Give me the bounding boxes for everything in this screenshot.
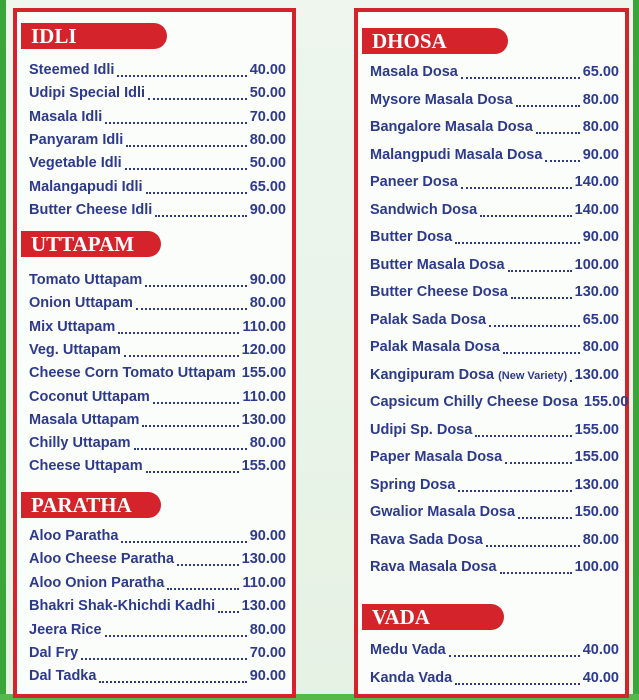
menu-item-name: Veg. Uttapam <box>29 341 121 358</box>
menu-item-price: 110.00 <box>242 318 286 335</box>
menu-item-price: 100.00 <box>574 256 619 273</box>
menu-item-price: 65.00 <box>582 311 619 328</box>
menu-item-name: Malangapudi Idli <box>29 178 143 195</box>
menu-item-name: Vegetable Idli <box>29 155 122 172</box>
menu-item <box>370 257 619 277</box>
menu-item-price: 140.00 <box>574 174 619 190</box>
menu-item-name: Sandwich Dosa <box>370 201 478 218</box>
menu-item <box>29 295 286 315</box>
menu-item-price: 110.00 <box>242 574 286 591</box>
dot-leader <box>570 380 571 382</box>
green-border-left <box>0 0 6 700</box>
dot-leader <box>461 77 580 79</box>
menu-item-price: 90.00 <box>582 229 619 245</box>
menu-item-name: Rava Sada Dosa <box>370 531 483 548</box>
menu-item-price: 40.00 <box>582 642 619 658</box>
menu-item <box>29 528 286 548</box>
dot-leader <box>518 517 572 519</box>
menu-item-name: Paper Masala Dosa <box>370 449 503 465</box>
menu-item <box>370 394 629 414</box>
menu-item-name: Steemed Idli <box>29 62 115 78</box>
dot-leader <box>155 215 246 217</box>
vada-heading: VADA <box>362 604 504 630</box>
menu-item-name: Chilly Uttapam <box>29 435 131 452</box>
menu-item-price: 90.00 <box>249 272 286 288</box>
menu-item-price: 80.00 <box>582 531 619 548</box>
menu-item-name: Mysore Masala Dosa <box>370 91 513 108</box>
menu-item-price: 110.00 <box>242 388 286 405</box>
menu-item-name: Palak Masala Dosa <box>370 339 500 355</box>
menu-item <box>29 598 286 618</box>
menu-item-price: 150.00 <box>574 504 619 520</box>
menu-item <box>29 319 286 339</box>
dot-leader <box>99 681 246 683</box>
menu-item-name: Rava Masala Dosa <box>370 559 497 575</box>
dot-leader <box>486 545 580 547</box>
menu-item <box>370 174 619 194</box>
menu-item-price: 80.00 <box>582 339 619 355</box>
menu-item-price: 130.00 <box>241 411 286 428</box>
dot-leader <box>125 168 247 170</box>
menu-item <box>370 202 619 222</box>
dot-leader <box>126 145 246 147</box>
dot-leader <box>461 187 572 189</box>
dot-leader <box>475 435 571 437</box>
menu-item-name: Cheese Uttapam <box>29 458 143 475</box>
dot-leader <box>511 297 572 299</box>
menu-item-name: Jeera Rice <box>29 621 102 638</box>
dot-leader <box>146 192 247 194</box>
dot-leader <box>148 98 247 100</box>
dot-leader <box>177 564 239 566</box>
menu-item <box>29 458 286 478</box>
dhosa-heading: DHOSA <box>362 28 508 54</box>
menu-item <box>370 670 619 690</box>
menu-item-note: (New Variety) <box>498 369 568 382</box>
menu-item-price: 130.00 <box>241 551 286 568</box>
menu-item-name: Masala Dosa <box>370 64 458 80</box>
menu-item <box>29 645 286 665</box>
menu-item-price: 80.00 <box>249 435 286 452</box>
menu-item-price: 65.00 <box>249 178 286 195</box>
menu-item-price: 90.00 <box>249 528 286 544</box>
menu-item-price: 80.00 <box>249 131 286 148</box>
menu-item <box>370 92 619 112</box>
menu-item <box>370 477 619 497</box>
dot-leader <box>124 355 239 357</box>
menu-item-price: 130.00 <box>574 366 619 383</box>
menu-item <box>29 179 286 199</box>
menu-item-price: 155.00 <box>583 394 629 410</box>
dot-leader <box>117 75 246 77</box>
dot-leader <box>146 471 239 473</box>
menu-item <box>370 64 619 84</box>
menu-item-name: Palak Sada Dosa <box>370 311 487 328</box>
dot-leader <box>500 572 572 574</box>
green-border-right <box>633 0 639 700</box>
idli-heading: IDLI <box>21 23 167 49</box>
menu-item <box>370 367 619 387</box>
dot-leader <box>136 308 247 310</box>
menu-item <box>29 551 286 571</box>
menu-item <box>29 575 286 595</box>
menu-item-price: 80.00 <box>249 295 286 312</box>
menu-item <box>370 449 619 469</box>
dot-leader <box>153 402 240 404</box>
menu-item-name: Masala Idli <box>29 108 103 125</box>
dot-leader <box>218 611 239 613</box>
menu-item-name: Aloo Cheese Paratha <box>29 551 175 568</box>
menu-item-price: 40.00 <box>582 670 619 686</box>
menu-item-price: 155.00 <box>574 421 619 438</box>
menu-item-name: Udipi Sp. Dosa <box>370 421 473 438</box>
menu-item-price: 80.00 <box>582 91 619 108</box>
menu-item-name: Paneer Dosa <box>370 174 458 190</box>
uttapam-heading: UTTAPAM <box>21 231 161 257</box>
menu-item-name: Kanda Vada <box>370 670 453 686</box>
dot-leader <box>458 490 571 492</box>
menu-item-price: 70.00 <box>249 108 286 125</box>
menu-item-name: Gwalior Masala Dosa <box>370 504 516 520</box>
dot-leader <box>142 425 238 427</box>
menu-item <box>370 229 619 249</box>
menu-item <box>29 132 286 152</box>
menu-item-name: Spring Dosa <box>370 476 456 493</box>
menu-item <box>370 147 619 167</box>
right-menu-panel <box>354 8 629 698</box>
menu-item-name: Panyaram Idli <box>29 131 124 148</box>
menu-item-price: 100.00 <box>574 559 619 575</box>
menu-item <box>29 342 286 362</box>
menu-item-name: Medu Vada <box>370 642 446 658</box>
menu-item-price: 50.00 <box>249 155 286 172</box>
menu-item-name: Kangipuram Dosa <box>370 366 495 383</box>
menu-item-name: Masala Uttapam <box>29 411 140 428</box>
dot-leader <box>81 658 247 660</box>
dot-leader <box>516 105 580 107</box>
menu-item <box>29 668 286 688</box>
dot-leader <box>449 655 580 657</box>
menu-item-price: 80.00 <box>249 621 286 638</box>
dot-leader <box>480 215 571 217</box>
menu-item <box>370 422 619 442</box>
menu-item-price: 155.00 <box>241 365 287 382</box>
dot-leader <box>145 285 246 287</box>
menu-item-name: Onion Uttapam <box>29 295 133 312</box>
menu-item <box>29 272 286 292</box>
dot-leader <box>455 683 580 685</box>
menu-item <box>29 109 286 129</box>
menu-item-name: Capsicum Chilly Cheese Dosa <box>370 394 578 410</box>
menu-item <box>29 365 286 385</box>
menu-item-price: 90.00 <box>249 201 286 218</box>
menu-item-price: 40.00 <box>249 62 286 78</box>
dot-leader <box>503 352 580 354</box>
menu-item-name: Bangalore Masala Dosa <box>370 119 533 135</box>
menu-item <box>29 62 286 82</box>
menu-item <box>29 389 286 409</box>
menu-item-price: 155.00 <box>574 449 619 465</box>
menu-item-name: Dal Tadka <box>29 668 97 685</box>
menu-item-price: 90.00 <box>249 668 286 685</box>
menu-item-name: Mix Uttapam <box>29 318 116 335</box>
menu-item <box>29 85 286 105</box>
menu-item <box>370 312 619 332</box>
menu-item-price: 90.00 <box>582 146 619 163</box>
dot-leader <box>489 325 580 327</box>
menu-item <box>370 532 619 552</box>
left-menu-panel <box>13 8 296 698</box>
menu-item-name: Aloo Paratha <box>29 528 119 544</box>
menu-item-name: Aloo Onion Paratha <box>29 574 165 591</box>
menu-item-name: Cheese Corn Tomato Uttapam <box>29 365 236 382</box>
menu-item-name: Butter Dosa <box>370 229 453 245</box>
menu-item-name: Butter Masala Dosa <box>370 256 505 273</box>
menu-item-price: 130.00 <box>574 476 619 493</box>
dot-leader <box>545 160 579 162</box>
menu-item <box>370 559 619 579</box>
menu-item-name: Butter Cheese Idli <box>29 201 153 218</box>
menu-item-name: Butter Cheese Dosa <box>370 284 508 300</box>
dot-leader <box>167 588 239 590</box>
menu-item-price: 130.00 <box>574 284 619 300</box>
dot-leader <box>105 122 246 124</box>
dot-leader <box>508 270 572 272</box>
dot-leader <box>118 332 239 334</box>
dot-leader <box>455 242 580 244</box>
dot-leader <box>536 132 580 134</box>
dot-leader <box>134 448 247 450</box>
menu-item <box>370 119 619 139</box>
menu-item-name: Tomato Uttapam <box>29 272 143 288</box>
menu-item-name: Coconut Uttapam <box>29 388 150 405</box>
menu-item-price: 70.00 <box>249 645 286 661</box>
menu-item <box>370 642 619 662</box>
menu-item <box>370 339 619 359</box>
menu-item <box>29 622 286 642</box>
menu-item-price: 155.00 <box>241 458 286 475</box>
dot-leader <box>121 541 246 543</box>
menu-item-name: Udipi Special Idli <box>29 85 146 102</box>
menu-item-name: Dal Fry <box>29 645 79 661</box>
menu-item <box>29 412 286 432</box>
menu-item-price: 130.00 <box>241 598 286 615</box>
menu-item <box>370 504 619 524</box>
menu-item-price: 80.00 <box>582 119 619 135</box>
menu-item <box>29 155 286 175</box>
dot-leader <box>105 635 247 637</box>
menu-item-price: 65.00 <box>582 64 619 80</box>
paratha-heading: PARATHA <box>21 492 161 518</box>
menu-item-name: Malangpudi Masala Dosa <box>370 146 543 163</box>
menu-item <box>370 284 619 304</box>
menu-item-price: 140.00 <box>574 201 619 218</box>
dot-leader <box>505 462 571 464</box>
menu-item-price: 120.00 <box>241 341 286 358</box>
menu-item-price: 50.00 <box>249 85 286 102</box>
menu-item-name: Bhakri Shak-Khichdi Kadhi <box>29 598 216 615</box>
menu-item <box>29 435 286 455</box>
menu-item <box>29 202 286 222</box>
